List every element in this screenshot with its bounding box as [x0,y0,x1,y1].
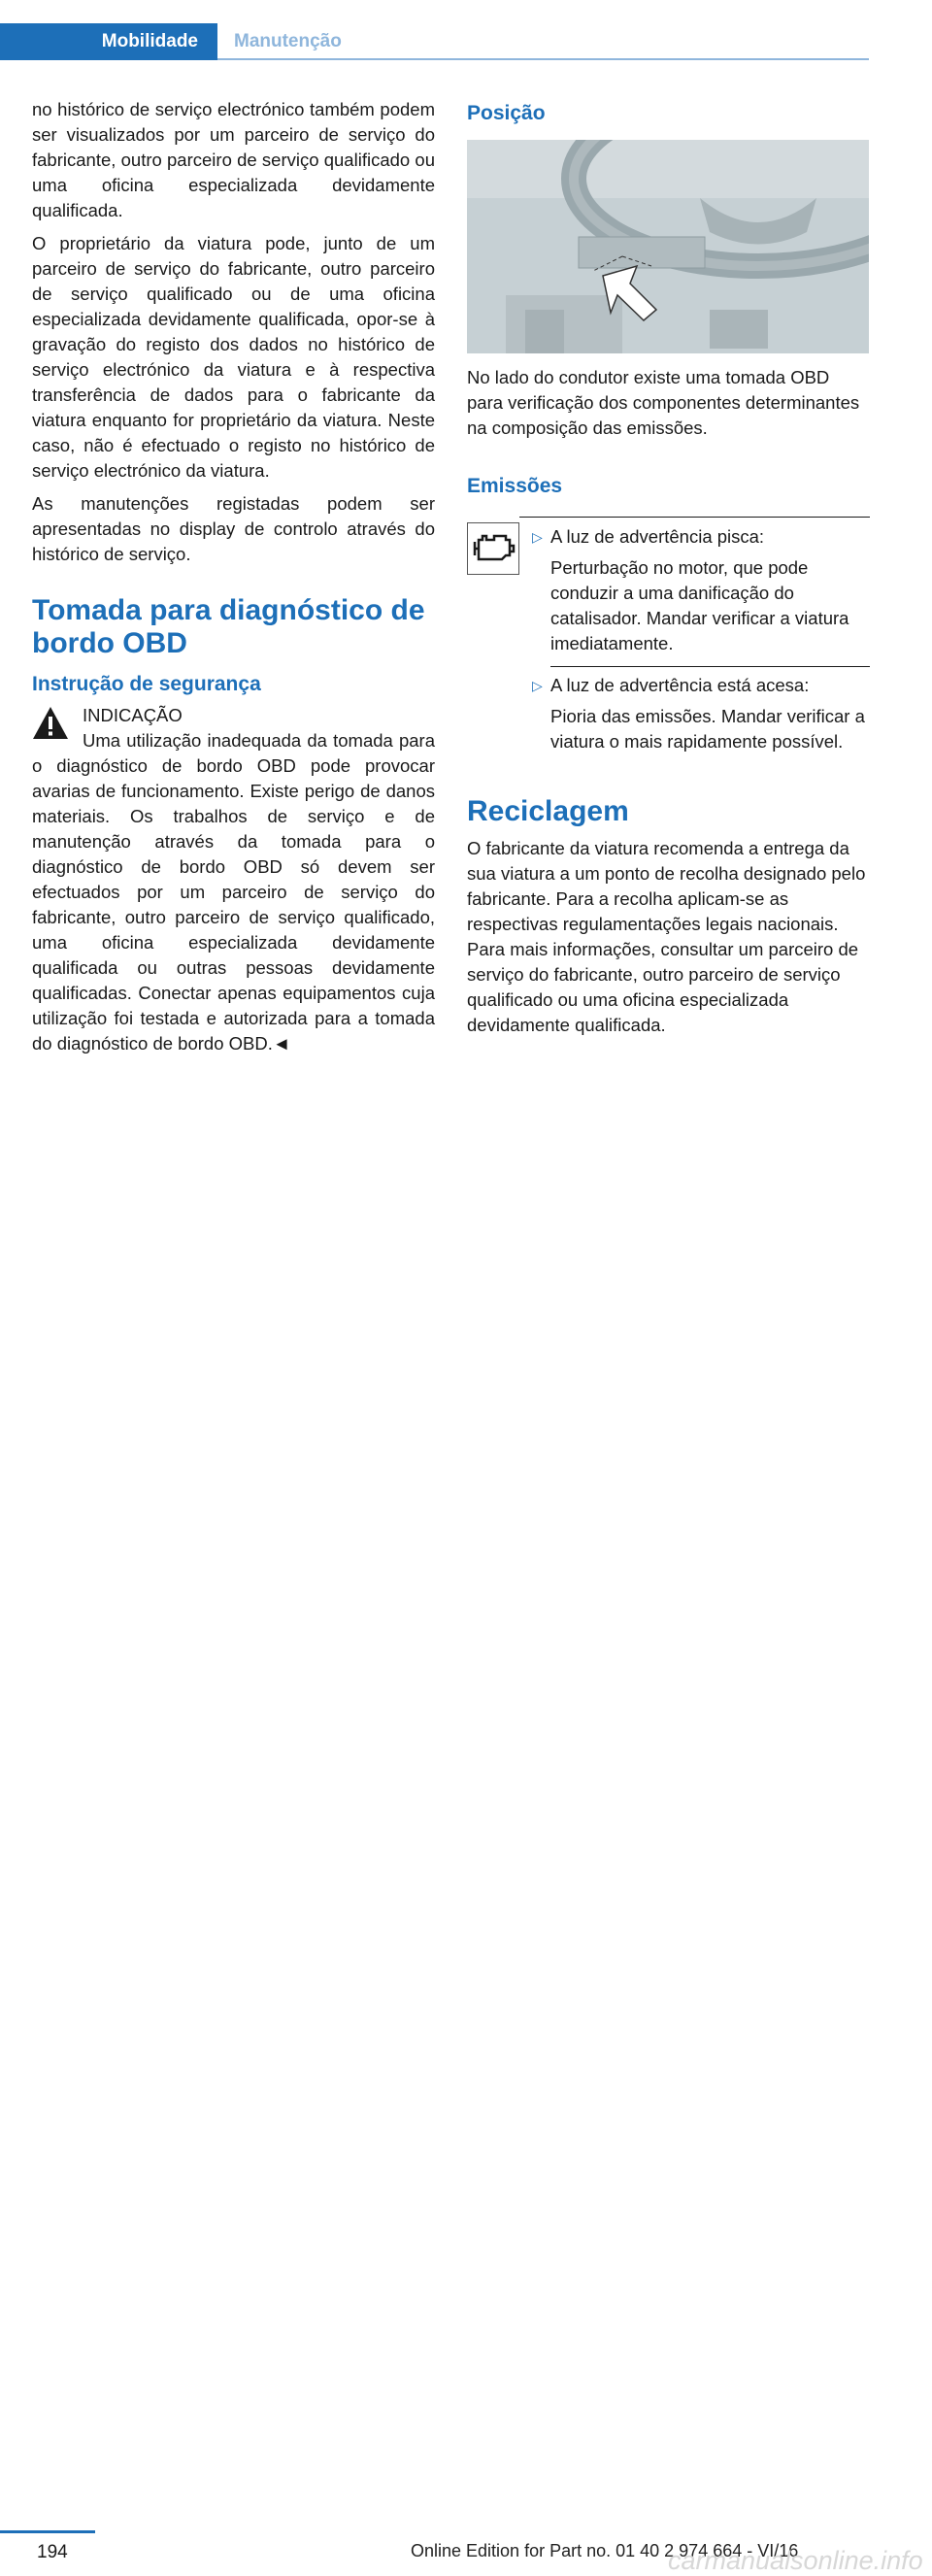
bullet-triangle-icon: ▷ [532,529,543,545]
list-item-content [550,524,870,656]
right-column [467,101,870,1046]
chapter-tab-manutencao[interactable]: Manutenção [234,31,342,51]
section-title-obd: Tomada para diagnóstico de bordo OBD [32,594,425,659]
list-item-body: Pioria das emissões. Mandar verificar a viatura o mais rapidamente possível. [550,706,865,752]
section-title-recycling: Reciclagem [467,795,629,827]
page-number: 194 [37,2542,68,2562]
warning-text: Uma utilização inadequada da tomada para o diagnóstico de bordo OBD pode provocar avarias de funcionamento. Existe perigo de danos materiais. Os trabalhos de serviço e de manutenção através da tomada para o diagnóstico de bordo OBD só devem ser efectuados por um parceiro de serviço do fabricante, outro parceiro de serviço qualificado, uma oficina especializada devidamente qualificada ou outras pessoas devidamente qualificadas. Conectar apenas equipamentos cuja utilização foi testada e autorizada para a tomada do diagnóstico de bordo OBD.◄ [32,730,435,1054]
watermark: carmanualsonline.info [668,2546,923,2575]
paragraph: No lado do condutor existe uma tomada OBD para verificação dos componentes determinantes na composição das emissões. [467,367,860,438]
warning-triangle-icon [32,705,69,742]
paragraph: O fabricante da viatura recomenda a entrega da sua viatura a um ponto de recolha designado pelo fabricante. Para a recolha aplicam-se as respectivas regulamentações legais nacionais. Para mais informações, consultar um parceiro de serviço do fabricante, outro parceiro de serviço qualificado ou uma oficina especializada devidamente qualificada. [467,838,866,1035]
warning-block [32,703,435,1056]
list-item-content [550,673,870,754]
engine-icon-box [467,513,519,754]
check-engine-icon [467,522,519,575]
page-footer [0,1262,932,2575]
left-column [32,97,435,1056]
steering-wheel-illustration [467,140,869,353]
subsection-title-position: Posição [467,102,546,124]
footer-rule [0,2530,95,2533]
paragraph: O proprietário da viatura pode, junto de um parceiro de serviço do fabricante, outro parceiro de serviço qualificado ou de uma oficina especializada devidamente qualificada, opor-se à gravação do registo dos dados no histórico de serviço electrónico da viatura e à respectiva transferência de dados para o fabricante da viatura enquanto for proprietário da viatura. Neste caso, não é efectuado o registo no histórico de serviço electrónico da viatura. [32,233,435,481]
emissions-block [467,513,870,754]
list-item-head: A luz de advertência pisca: [550,526,765,547]
emissions-list [519,517,870,754]
obd-location-photo [467,140,869,353]
list-item [519,524,870,656]
page-header [0,0,932,60]
paragraph: no histórico de serviço electrónico também podem ser visualizados por um parceiro de serviço do fabricante, outro parceiro de serviço qualificado ou uma oficina especializada devidamente qualificada. [32,99,435,220]
bullet-triangle-icon: ▷ [532,678,543,693]
edition-note: Online Edition for Part no. 01 40 2 974 664 - VI/16 [411,2541,799,2560]
paragraph: As manutenções registadas podem ser apresentadas no display de controlo através do histórico de serviço. [32,493,435,564]
chapter-tab-mobilidade[interactable]: Mobilidade [0,23,217,60]
list-divider [550,666,870,667]
warning-label: INDICAÇÃO [83,705,183,725]
list-item-body: Perturbação no motor, que pode conduzir a uma danificação do catalisador. Mandar verificar a viatura imediatamente. [550,557,849,653]
list-item [519,673,870,754]
list-item-head: A luz de advertência está acesa: [550,675,810,695]
subsection-title-emissions: Emissões [467,475,563,497]
subsection-title-safety: Instrução de segurança [32,673,261,695]
header-divider [217,58,869,60]
